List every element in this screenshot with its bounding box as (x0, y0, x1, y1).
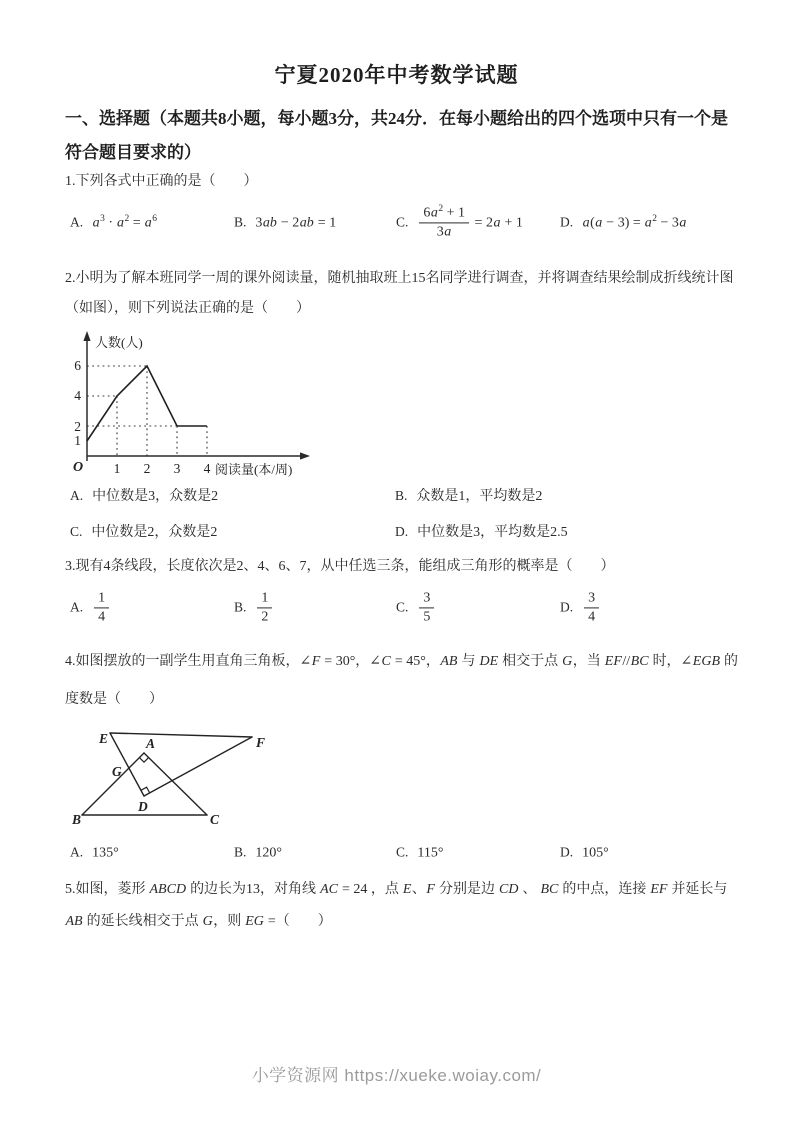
q3-option-d (560, 590, 601, 625)
option-math: $\frac{1}{4}$ (92, 600, 111, 615)
question-5-stem: 5.如图，菱形 ABCD 的边长为13，对角线 AC = 24 ，点 E、F 分别是边 CD 、 BC 的中点，连接 EF 并延长与 AB 的延长线相交于点 G，则 EG =（ ） (65, 882, 728, 929)
question-1-stem: 1.下列各式中正确的是（ ） (65, 174, 258, 189)
option-letter: D. (395, 524, 409, 539)
q2-option-b (395, 485, 542, 505)
q2-option-a (70, 485, 218, 505)
figure-svg (55, 712, 345, 842)
reading-line-chart (62, 330, 332, 487)
x-tick-2: 2 (143, 461, 151, 476)
question-1-options (0, 196, 793, 250)
option-letter: C. (396, 599, 409, 615)
option-letter: A. (70, 599, 84, 615)
option-math: $a(a - 3) = a^2 - 3a$ (582, 213, 687, 231)
option-letter: D. (560, 844, 574, 860)
q4-option-a (70, 845, 119, 862)
option-math: $\frac{6a^2 + 1}{3a}$ = 2a + 1 (417, 215, 522, 230)
x-tick-1: 1 (113, 461, 121, 476)
x-tick-3: 3 (173, 461, 181, 476)
option-letter: B. (234, 214, 247, 230)
q3-option-c (396, 590, 436, 625)
y-tick-1: 1 (74, 433, 81, 448)
option-letter: A. (70, 844, 84, 860)
chart-svg (62, 330, 332, 482)
option-letter: C. (70, 524, 83, 539)
option-text: 120° (255, 845, 282, 861)
q4-option-d (560, 845, 609, 862)
question-3-stem: 3.现有4条线段，长度依次是2、4、6、7，从中任选三条，能组成三角形的概率是（ ） (65, 559, 615, 574)
q3-option-b (234, 590, 274, 625)
option-text: 众数是1，平均数是2 (416, 489, 543, 504)
origin-label: O (72, 460, 84, 475)
vertex-label-a: A (146, 736, 156, 751)
option-letter: A. (70, 214, 84, 230)
section-heading: 一、选择题（本题共8小题，每小题3分，共24分．在每小题给出的四个选项中只有一个是符合题目要求的） (65, 109, 728, 162)
question-4-stem: 4.如图摆放的一副学生用直角三角板，∠F = 30°，∠C = 45°，AB 与 DE 相交于点 G，当 EF//BC 时，∠EGB 的度数是（ ） (65, 654, 739, 707)
q1-option-b (234, 215, 336, 232)
option-letter: D. (560, 214, 574, 230)
option-text: 105° (582, 845, 609, 861)
option-letter: A. (70, 488, 84, 503)
question-2-stem: 2.小明为了解本班同学一周的课外阅读量，随机抽取班上15名同学进行调查，并将调查结果绘制成折线统计图（如图），则下列说法正确的是（ ） (65, 271, 734, 316)
option-math: $a^3 \cdot a^2 = a^6$ (92, 213, 157, 231)
q4-option-b (234, 845, 282, 862)
x-tick-4: 4 (203, 461, 211, 476)
y-tick-2: 2 (74, 419, 81, 434)
option-text: 135° (92, 845, 119, 861)
q2-option-d (395, 521, 568, 541)
vertex-label-d: D (138, 799, 148, 814)
vertex-label-g: G (112, 764, 122, 779)
footer-watermark: 小学资源网 https://xueke.woiay.com/ (251, 1066, 542, 1085)
y-axis-arrow-icon (83, 331, 90, 341)
option-math: 3ab − 2ab = 1 (255, 215, 337, 231)
option-text: 115° (417, 845, 444, 861)
y-tick-6: 6 (74, 358, 81, 373)
q2-option-c (70, 521, 217, 541)
vertex-label-f: F (256, 735, 266, 750)
chart-x-axis-label: 阅读量(本/周) (215, 462, 293, 477)
option-text: 中位数是3，平均数是2.5 (417, 525, 568, 540)
option-math: $\frac{1}{2}$ (255, 600, 274, 615)
x-axis-arrow-icon (300, 452, 310, 459)
option-text: 中位数是3，众数是2 (92, 489, 219, 504)
q1-option-d (560, 215, 687, 232)
option-letter: D. (560, 599, 574, 615)
chart-guides (87, 366, 207, 456)
q1-option-a (70, 215, 157, 232)
vertex-label-e: E (99, 731, 109, 746)
option-letter: B. (234, 844, 247, 860)
option-letter: C. (396, 844, 409, 860)
option-text: 中位数是2，众数是2 (91, 525, 218, 540)
right-angle-mark-a (139, 758, 148, 763)
option-letter: B. (395, 488, 408, 503)
vertex-label-c: C (210, 812, 220, 827)
exam-title: 宁夏2020年中考数学试题 (274, 63, 519, 87)
q4-triangle-figure (55, 712, 345, 847)
vertex-label-b: B (72, 812, 82, 827)
question-3-options (0, 582, 793, 634)
option-math: $\frac{3}{4}$ (582, 600, 601, 615)
q1-option-c (396, 205, 523, 240)
option-math: $\frac{3}{5}$ (417, 600, 436, 615)
chart-y-axis-label: 人数(人) (95, 335, 143, 350)
q3-option-a (70, 590, 111, 625)
option-letter: C. (396, 214, 409, 230)
y-tick-4: 4 (74, 388, 81, 403)
option-letter: B. (234, 599, 247, 615)
q4-option-c (396, 845, 443, 862)
